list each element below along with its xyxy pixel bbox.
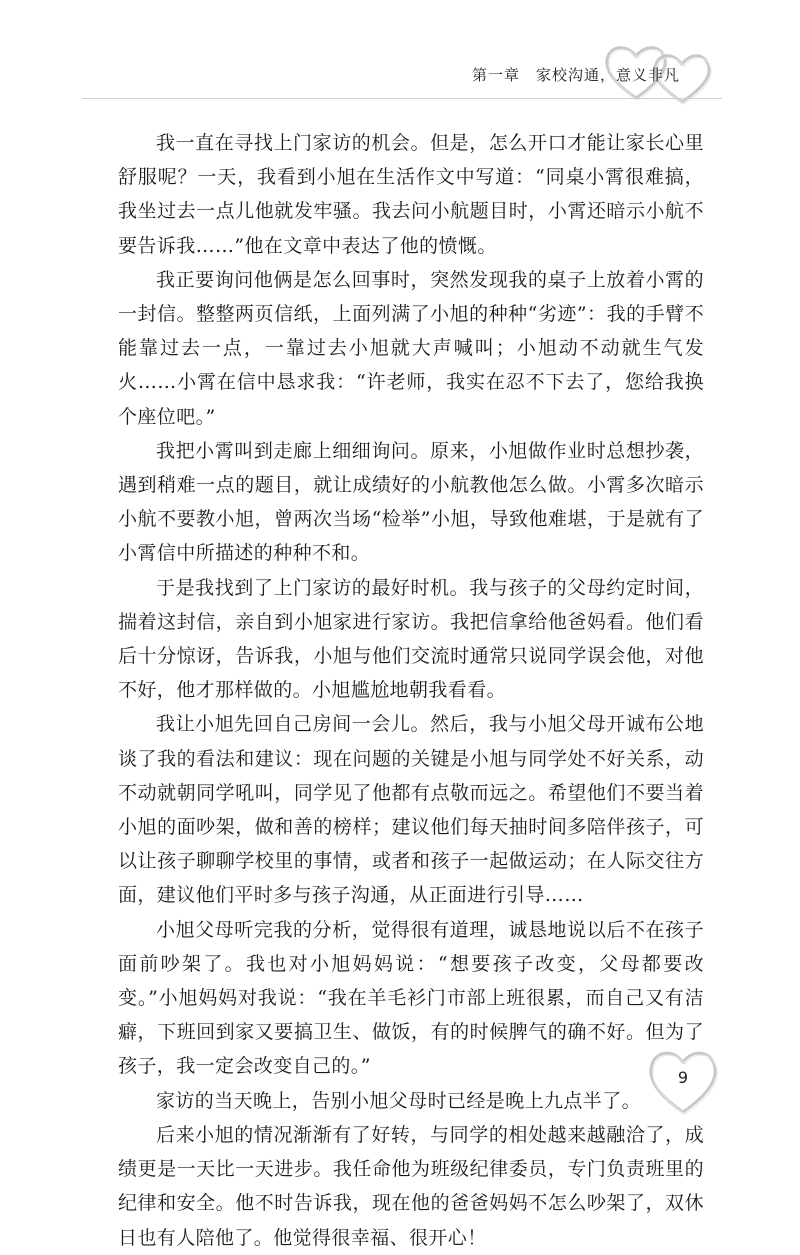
paragraph: 小旭父母听完我的分析，觉得很有道理，诚恳地说以后不在孩子面前吵架了。我也对小旭妈妈说：“想要孩子改变，父母都要改变。”小旭妈妈对我说：“我在羊毛衫门市部上班很累，而自己又有洁癖，下班回到家又要搞卫生、做饭，有的时候脾气的确不好。但为了孩子，我一定会改变自己的。” (118, 918, 704, 1078)
paragraph: 于是我找到了上门家访的最好时机。我与孩子的父母约定时间，揣着这封信，亲自到小旭家进行家访。我把信拿给他爸妈看。他们看后十分惊讶，告诉我，小旭与他们交流时通常只说同学误会他，对他不好，他才那样做的。小旭尴尬地朝我看看。 (118, 576, 704, 702)
paragraph: 我一直在寻找上门家访的机会。但是，怎么开口才能让家长心里舒服呢？一天，我看到小旭在生活作文中写道：“同桌小霄很难搞，我坐过去一点儿他就发牢骚。我去问小航题目时，小霄还暗示小航不要告诉我……”他在文章中表达了他的愤慨。 (118, 132, 704, 257)
paragraph: 我让小旭先回自己房间一会儿。然后，我与小旭父母开诚布公地谈了我的看法和建议：现在问题的关键是小旭与同学处不好关系，动不动就朝同学吼叫，同学见了他都有点敬而远之。希望他们不要当着小旭的面吵架，做和善的榜样；建议他们每天抽时间多陪伴孩子，可以让孩子聊聊学校里的事情，或者和孩子一起做运动；在人际交往方面，建议他们平时多与孩子沟通，从正面进行引导…… (118, 713, 704, 907)
body-text (118, 126, 704, 1255)
page-number: 9 (677, 1068, 689, 1087)
chapter-title: 第一章 家校沟通，意义非凡 (471, 66, 680, 84)
paragraph: 后来小旭的情况渐渐有了好转，与同学的相处越来越融洽了，成绩更是一天比一天进步。我任命他为班级纪律委员，专门负责班里的纪律和安全。他不时告诉我，现在他的爸爸妈妈不怎么吵架了，双休日也有人陪他了。他觉得很幸福、很开心！ (118, 1123, 704, 1249)
paragraph: 家访的当天晚上，告别小旭父母时已经是晚上九点半了。 (156, 1089, 642, 1112)
paragraph: 我正要询问他俩是怎么回事时，突然发现我的桌子上放着小霄的一封信。整整两页信纸，上面列满了小旭的种种“劣迹”：我的手臂不能靠过去一点，一靠过去小旭就大声喊叫；小旭动不动就生气发火……小霄在信中恳求我：“许老师，我实在忍不下去了，您给我换个座位吧。” (118, 268, 704, 428)
paragraph: 我把小霄叫到走廊上细细询问。原来，小旭做作业时总想抄袭，遇到稍难一点的题目，就让成绩好的小航教他怎么做。小霄多次暗示小航不要教小旭，曾两次当场“检举”小旭，导致他难堪，于是就有了小霄信中所描述的种种不和。 (118, 439, 704, 565)
header-divider (82, 98, 722, 99)
